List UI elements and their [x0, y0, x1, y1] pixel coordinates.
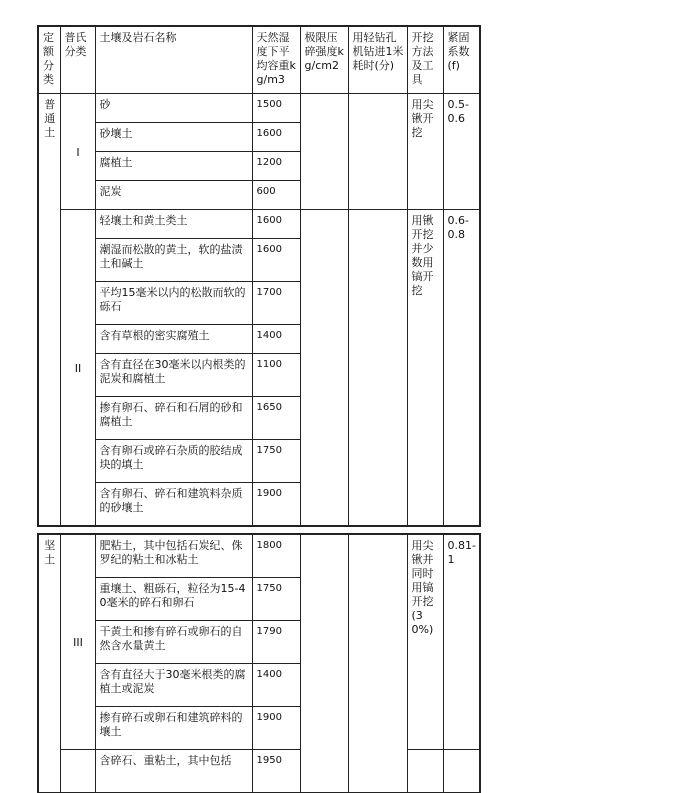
density-value: 1600: [252, 210, 300, 239]
header-density: 天然湿度下平均容重kg/m3: [252, 26, 300, 94]
soil-name: 重壤土、粗砾石，粒径为15-40毫米的碎石和卵石: [95, 578, 252, 621]
soil-name: 含有草根的密实腐殖土: [95, 325, 252, 354]
density-value: 1900: [252, 707, 300, 750]
density-value: 1700: [252, 282, 300, 325]
density-value: 1750: [252, 440, 300, 483]
soil-name: 含有直径在30毫米以内根类的泥炭和腐植土: [95, 354, 252, 397]
coef-cell: 0.6-0.8: [443, 210, 480, 527]
soil-name: 含有卵石或碎石杂质的胶结成块的填土: [95, 440, 252, 483]
table-row: [38, 750, 480, 793]
soil-name: 干黄土和掺有碎石或卵石的自然含水量黄土: [95, 621, 252, 664]
class-label: II: [60, 210, 95, 527]
soil-name: 掺有碎石或卵石和建筑碎料的壤土: [95, 707, 252, 750]
coef-cell-empty: [443, 750, 480, 793]
drill-time-cell: [348, 210, 407, 527]
strength-cell: [300, 210, 348, 527]
soil-name: 含碎石、重粘土，其中包括: [95, 750, 252, 793]
soil-name: 潮湿而松散的黄土，软的盐渍土和碱土: [95, 239, 252, 282]
header-strength: 极限压碎强度kg/cm2: [300, 26, 348, 94]
table-row: [38, 534, 480, 578]
soil-name: 平均15毫米以内的松散而软的砾石: [95, 282, 252, 325]
soil-name: 掺有卵石、碎石和石屑的砂和腐植土: [95, 397, 252, 440]
category-cell: 坚土: [38, 534, 60, 793]
class-label: III: [60, 534, 95, 750]
table-row: [38, 210, 480, 239]
soil-name: 腐植土: [95, 152, 252, 181]
density-value: 1750: [252, 578, 300, 621]
header-drill-time: 用轻钻孔机钻进1米耗时(分): [348, 26, 407, 94]
table-row: [38, 94, 480, 123]
density-value: 1900: [252, 483, 300, 527]
header-row: [38, 26, 480, 94]
method-cell-empty: [407, 750, 443, 793]
header-method: 开挖方法及工具: [407, 26, 443, 94]
soil-name: 砂: [95, 94, 252, 123]
class-label: I: [60, 94, 95, 210]
soil-name: 轻壤土和黄土类土: [95, 210, 252, 239]
coef-cell: 0.81-1: [443, 534, 480, 750]
density-value: 1400: [252, 325, 300, 354]
method-cell: 用锹开挖并少数用镐开挖: [407, 210, 443, 527]
coef-cell: 0.5-0.6: [443, 94, 480, 210]
header-quota-class: 定额分类: [38, 26, 60, 94]
method-cell: 用尖锹并同时用镐开挖(30%): [407, 534, 443, 750]
drill-time-cell: [348, 94, 407, 210]
drill-time-cell: [348, 534, 407, 793]
strength-cell: [300, 94, 348, 210]
density-value: 1200: [252, 152, 300, 181]
soil-classification-table-part2: [37, 533, 481, 793]
soil-name: 含有卵石、碎石和建筑料杂质的砂壤土: [95, 483, 252, 527]
strength-cell: [300, 534, 348, 793]
soil-name: 泥炭: [95, 181, 252, 210]
density-value: 1100: [252, 354, 300, 397]
soil-classification-table-part1: [37, 25, 481, 527]
density-value: 1650: [252, 397, 300, 440]
header-name: 土壤及岩石名称: [95, 26, 252, 94]
density-value: 1790: [252, 621, 300, 664]
header-proto-class: 普氏分类: [60, 26, 95, 94]
density-value: 600: [252, 181, 300, 210]
density-value: 1600: [252, 123, 300, 152]
class-label-empty: [60, 750, 95, 793]
density-value: 1800: [252, 534, 300, 578]
soil-name: 肥粘土，其中包括石炭纪、侏罗纪的粘土和冰粘土: [95, 534, 252, 578]
density-value: 1950: [252, 750, 300, 793]
density-value: 1500: [252, 94, 300, 123]
category-cell: 普通土: [38, 94, 60, 527]
soil-name: 砂壤土: [95, 123, 252, 152]
density-value: 1600: [252, 239, 300, 282]
density-value: 1400: [252, 664, 300, 707]
soil-name: 含有直径大于30毫米根类的腐植土或泥炭: [95, 664, 252, 707]
header-coef: 紧固系数(f): [443, 26, 480, 94]
method-cell: 用尖锹开挖: [407, 94, 443, 210]
